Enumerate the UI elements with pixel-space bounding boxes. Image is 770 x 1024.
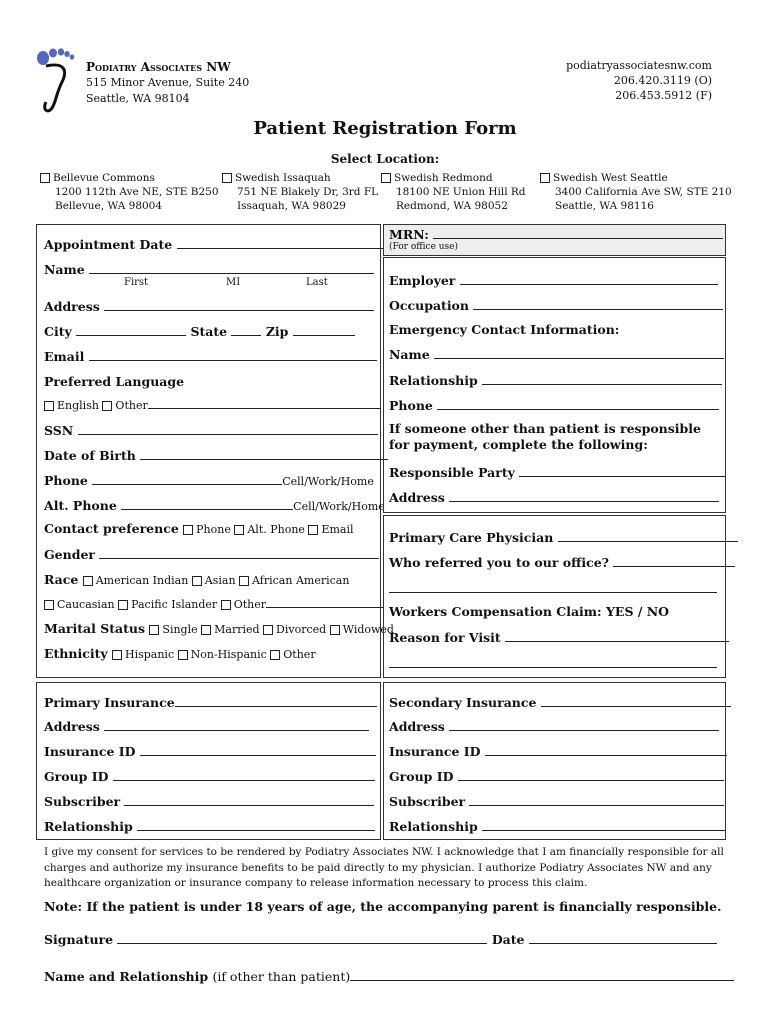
location-name: Bellevue Commons <box>53 172 155 184</box>
location-checkbox[interactable] <box>381 173 391 183</box>
checkbox[interactable] <box>330 625 340 635</box>
appointment-date-field[interactable] <box>44 236 387 252</box>
field-label: Name and Relationship <box>44 969 209 984</box>
city-state-zip-field[interactable] <box>44 323 355 339</box>
field-label: Relationship <box>389 373 478 388</box>
field-sublabel: (if other than patient) <box>212 969 351 984</box>
office-phone: 206.420.3119 (O) <box>613 74 712 87</box>
field-label: Who referred you to our office? <box>389 555 610 570</box>
responsible-address-field[interactable] <box>389 489 719 505</box>
location-line2: Issaquah, WA 98029 <box>237 200 346 212</box>
location-line2: Seattle, WA 98116 <box>555 200 654 212</box>
contact-preference-field[interactable] <box>44 521 354 536</box>
option-label: Other <box>115 399 148 412</box>
emergency-contact-heading: Emergency Contact Information: <box>389 322 620 337</box>
field-label: Contact preference <box>44 521 179 536</box>
checkbox[interactable] <box>44 401 54 411</box>
primary-address-field[interactable] <box>44 718 369 734</box>
checkbox[interactable] <box>178 650 188 660</box>
field-label: Group ID <box>389 769 454 784</box>
primary-care-physician-field[interactable] <box>389 529 738 545</box>
field-label: Primary Insurance <box>44 695 175 710</box>
emergency-name-field[interactable] <box>389 346 724 362</box>
race-options-2[interactable] <box>44 597 384 611</box>
location-bellevue[interactable] <box>40 171 219 213</box>
checkbox[interactable] <box>102 401 112 411</box>
occupation-field[interactable] <box>389 297 723 313</box>
field-label: Relationship <box>44 819 133 834</box>
field-label: Date of Birth <box>44 448 136 463</box>
checkbox[interactable] <box>118 600 128 610</box>
checkbox[interactable] <box>308 525 318 535</box>
field-label: Subscriber <box>389 794 466 809</box>
foot-logo-icon <box>34 46 76 116</box>
field-label: MRN: <box>389 227 429 242</box>
option-label: Email <box>321 523 354 536</box>
name-field[interactable] <box>44 261 374 277</box>
location-line2: Redmond, WA 98052 <box>396 200 508 212</box>
phone-field[interactable] <box>44 472 374 488</box>
location-line1: 3400 California Ave SW, STE 210 <box>555 186 732 198</box>
option-label: Single <box>162 623 198 636</box>
option-label: English <box>57 399 99 412</box>
field-label: Name <box>389 347 430 362</box>
location-checkbox[interactable] <box>540 173 550 183</box>
field-label: Signature <box>44 932 114 947</box>
checkbox[interactable] <box>192 576 202 586</box>
field-label: Reason for Visit <box>389 630 501 645</box>
secondary-relationship-field[interactable] <box>389 818 725 834</box>
field-label: Gender <box>44 547 95 562</box>
signature-field[interactable] <box>44 931 717 947</box>
field-label: Occupation <box>389 298 469 313</box>
responsible-party-note: If someone other than patient is responsible for payment, complete the following: <box>389 421 701 452</box>
secondary-group-id-field[interactable] <box>389 768 724 784</box>
option-label: Alt. Phone <box>247 523 305 536</box>
name-relationship-field[interactable] <box>44 968 734 984</box>
practice-address-1: 515 Minor Avenue, Suite 240 <box>86 76 250 89</box>
responsible-party-field[interactable] <box>389 464 725 480</box>
workers-comp-field[interactable]: Workers Compensation Claim: YES / NO <box>389 604 670 619</box>
secondary-address-field[interactable] <box>389 718 719 734</box>
location-west-seattle[interactable] <box>540 171 732 213</box>
field-label: Employer <box>389 273 456 288</box>
checkbox[interactable] <box>263 625 273 635</box>
checkbox[interactable] <box>234 525 244 535</box>
consent-paragraph: I give my consent for services to be rendered by Podiatry Associates NW. I acknowledge that I am financially responsible for all charges and authorize my insurance benefits to be paid directly to my physician. I authorize Podiatry Associates NW and any healthcare organization or insurance company to release information necessary to process this claim. <box>44 846 724 889</box>
primary-subscriber-field[interactable] <box>44 793 374 809</box>
practice-address-2: Seattle, WA 98104 <box>86 92 190 105</box>
field-label: Alt. Phone <box>44 498 117 513</box>
ethnicity-field[interactable] <box>44 646 316 661</box>
checkbox[interactable] <box>112 650 122 660</box>
field-label: Address <box>389 719 445 734</box>
primary-group-id-field[interactable] <box>44 768 375 784</box>
emergency-phone-field[interactable] <box>389 397 719 413</box>
option-label: Hispanic <box>124 648 175 661</box>
marital-status-field[interactable] <box>44 621 394 636</box>
option-label: Other <box>233 598 266 611</box>
field-label: Phone <box>44 473 88 488</box>
field-label: Race <box>44 572 79 587</box>
website-link[interactable]: podiatryassociatesnw.com <box>566 59 712 72</box>
secondary-subscriber-field[interactable] <box>389 793 724 809</box>
field-label: Marital Status <box>44 621 146 636</box>
checkbox[interactable] <box>239 576 249 586</box>
ssn-field[interactable] <box>44 422 378 438</box>
minor-note: Note: If the patient is under 18 years of age, the accompanying parent is financially responsible. <box>44 899 722 914</box>
field-label: Address <box>389 490 445 505</box>
checkbox[interactable] <box>201 625 211 635</box>
field-label: Responsible Party <box>389 465 515 480</box>
checkbox[interactable] <box>183 525 193 535</box>
phone-type-label: Cell/Work/Home <box>293 500 385 513</box>
secondary-insurance-id-field[interactable] <box>389 743 727 759</box>
primary-insurance-field[interactable] <box>44 694 377 710</box>
field-label: SSN <box>44 423 74 438</box>
page-title: Patient Registration Form <box>253 118 517 139</box>
field-label: Address <box>44 719 100 734</box>
option-label: Married <box>214 623 260 636</box>
option-label: Asian <box>204 574 236 587</box>
contact-block <box>566 58 712 103</box>
field-label: Phone <box>389 398 433 413</box>
address-field[interactable] <box>44 298 374 314</box>
preferred-language-label: Preferred Language <box>44 374 185 389</box>
field-label: City <box>44 324 72 339</box>
employer-field[interactable] <box>389 272 718 288</box>
field-label: Name <box>44 262 85 277</box>
checkbox[interactable] <box>270 650 280 660</box>
mrn-field[interactable] <box>389 227 723 242</box>
location-name: Swedish West Seattle <box>553 172 668 184</box>
location-line2: Bellevue, WA 98004 <box>55 200 163 212</box>
phone-type-label: Cell/Work/Home <box>282 475 374 488</box>
primary-relationship-field[interactable] <box>44 818 375 834</box>
checkbox[interactable] <box>83 576 93 586</box>
referred-by-line[interactable] <box>389 578 717 597</box>
location-name: Swedish Issaquah <box>235 172 331 184</box>
secondary-insurance-field[interactable] <box>389 694 731 710</box>
field-label: Insurance ID <box>44 744 136 759</box>
race-field[interactable] <box>44 572 349 587</box>
location-name: Swedish Redmond <box>394 172 493 184</box>
emergency-relationship-field[interactable] <box>389 372 722 388</box>
field-label: Email <box>44 349 85 364</box>
location-line1: 18100 NE Union Hill Rd <box>396 186 526 198</box>
option-label: Non-Hispanic <box>190 648 267 661</box>
field-label: Secondary Insurance <box>389 695 537 710</box>
location-redmond[interactable] <box>381 171 526 213</box>
name-sublabel-first: First <box>124 277 149 288</box>
option-label: Other <box>283 648 316 661</box>
primary-insurance-id-field[interactable] <box>44 743 376 759</box>
location-line1: 1200 112th Ave NE, STE B250 <box>55 186 219 198</box>
option-label: African American <box>252 574 350 587</box>
field-label: Ethnicity <box>44 646 108 661</box>
fax-number: 206.453.5912 (F) <box>615 89 712 102</box>
field-label: Address <box>44 299 100 314</box>
field-label: Group ID <box>44 769 109 784</box>
field-label: Date <box>491 932 525 947</box>
reason-for-visit-line[interactable] <box>389 653 717 672</box>
field-label: Relationship <box>389 819 478 834</box>
option-label: American Indian <box>95 574 189 587</box>
option-label: Caucasian <box>57 598 115 611</box>
field-label: Appointment Date <box>44 237 173 252</box>
checkbox[interactable] <box>149 625 159 635</box>
field-label: State <box>190 324 228 339</box>
name-sublabel-mi: MI <box>226 277 241 288</box>
reason-for-visit-field[interactable] <box>389 629 729 645</box>
field-label: Insurance ID <box>389 744 481 759</box>
referred-by-field[interactable] <box>389 554 735 570</box>
gender-field[interactable] <box>44 546 379 562</box>
checkbox[interactable] <box>44 600 54 610</box>
location-checkbox[interactable] <box>40 173 50 183</box>
language-options[interactable] <box>44 398 380 412</box>
field-label: Primary Care Physician <box>389 530 554 545</box>
select-location-label: Select Location: <box>330 152 440 166</box>
field-label: Subscriber <box>44 794 121 809</box>
email-field[interactable] <box>44 348 377 364</box>
field-label: Zip <box>265 324 289 339</box>
location-line1: 751 NE Blakely Dr, 3rd FL <box>237 186 379 198</box>
dob-field[interactable] <box>44 447 388 463</box>
option-label: Divorced <box>276 623 327 636</box>
location-checkbox[interactable] <box>222 173 232 183</box>
option-label: Pacific Islander <box>131 598 218 611</box>
office-use-note: (For office use) <box>389 242 459 252</box>
name-sublabel-last: Last <box>306 277 328 288</box>
location-issaquah[interactable] <box>222 171 378 213</box>
alt-phone-field[interactable] <box>44 497 385 513</box>
checkbox[interactable] <box>221 600 231 610</box>
practice-name: Podiatry Associates NW <box>86 60 231 74</box>
option-label: Widowed <box>342 623 394 636</box>
option-label: Phone <box>196 523 231 536</box>
